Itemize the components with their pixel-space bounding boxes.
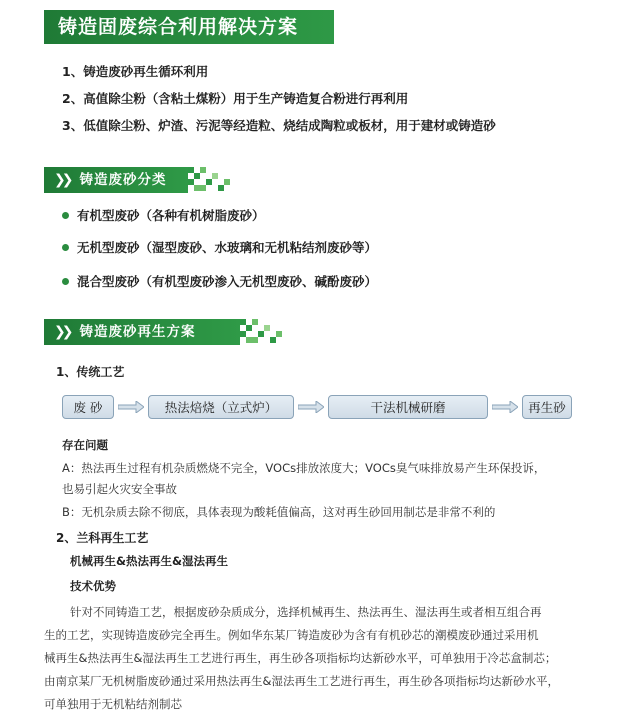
page-title: 铸造固废综合利用解决方案 (44, 10, 334, 44)
problem-a-text: A：热法再生过程有机杂质燃烧不完全，VOCs排放浓度大；VOCs臭气味排放易产生环保投诉， (62, 461, 546, 475)
flow-step: 热法焙烧（立式炉） (148, 395, 294, 419)
subsection-heading: 1、传统工艺 (56, 365, 125, 379)
bullet-dot-icon (62, 212, 69, 219)
process-subheading: 机械再生&热法再生&湿法再生 (70, 554, 229, 568)
paragraph-line: 可单独用于无机粘结剂制芯 (44, 697, 182, 711)
double-chevron-icon: ❯❯ (54, 172, 70, 188)
section-title-bar (44, 319, 240, 345)
problems-heading: 存在问题 (62, 438, 108, 452)
paragraph-line: 生的工艺，实现铸造废砂完全再生。例如华东某厂铸造废砂为含有有机砂芯的潮模废砂通过采用机 (44, 628, 539, 642)
overview-item: 1、铸造废砂再生循环利用 (62, 64, 209, 79)
section-header-regeneration (44, 319, 288, 345)
checker-decoration-icon (240, 319, 288, 345)
bullet-dot-icon (62, 244, 69, 251)
section-title: 铸造废砂再生方案 (79, 324, 196, 340)
problem-b-text: B：无机杂质去除不彻底，具体表现为酸耗值偏高，这对再生砂回用制芯是非常不利的 (62, 505, 496, 519)
overview-item: 2、高值除尘粉（含粘土煤粉）用于生产铸造复合粉进行再利用 (62, 91, 409, 106)
flow-step: 废 砂 (62, 395, 114, 419)
list-item-label: 有机型废砂（各种有机树脂废砂） (77, 208, 265, 223)
section-title-bar (44, 167, 188, 193)
list-item-label: 无机型废砂（湿型废砂、水玻璃和无机粘结剂废砂等） (77, 240, 378, 255)
right-arrow-icon (118, 401, 144, 413)
flow-step: 再生砂 (522, 395, 572, 419)
section-header-classification (44, 167, 236, 193)
double-chevron-icon: ❯❯ (54, 324, 70, 340)
paragraph-line: 械再生&热法再生&湿法再生工艺进行再生，再生砂各项指标均达新砂水平，可单独用于冷芯盒制芯； (44, 651, 557, 665)
paragraph-line: 由南京某厂无机树脂废砂通过采用热法再生&湿法再生工艺进行再生，再生砂各项指标均达新砂水平， (44, 674, 559, 688)
flow-step: 干法机械研磨 (328, 395, 488, 419)
list-item (62, 238, 377, 256)
right-arrow-icon (298, 401, 324, 413)
subsection-heading: 2、兰科再生工艺 (56, 531, 149, 545)
list-item (62, 206, 265, 224)
overview-item: 3、低值除尘粉、炉渣、污泥等经造粒、烧结成陶粒或板材，用于建材或铸造砂 (62, 118, 496, 133)
list-item-label: 混合型废砂（有机型废砂渗入无机型废砂、碱酚废砂） (77, 274, 378, 289)
bullet-dot-icon (62, 278, 69, 285)
checker-decoration-icon (188, 167, 236, 193)
list-item (62, 272, 377, 290)
section-title: 铸造废砂分类 (79, 172, 167, 188)
paragraph-line: 针对不同铸造工艺，根据废砂杂质成分，选择机械再生、热法再生、湿法再生或者相互组合再 (70, 605, 542, 619)
right-arrow-icon (492, 401, 518, 413)
advantage-heading: 技术优势 (70, 579, 116, 593)
problem-a-text-cont: 也易引起火灾安全事故 (62, 482, 177, 496)
